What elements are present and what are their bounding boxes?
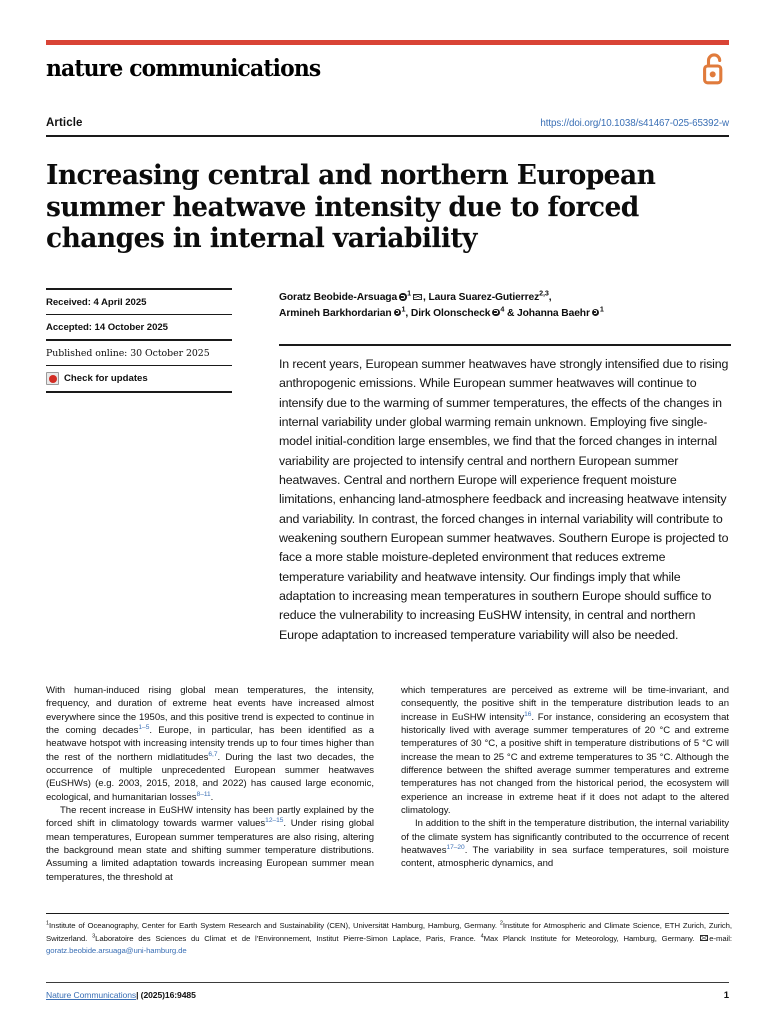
- orcid-icon[interactable]: [394, 309, 402, 317]
- meta-divider: [46, 391, 232, 393]
- citation-ref[interactable]: 8–11: [196, 790, 211, 798]
- paragraph-text: which temperatures are perceived as extreme will be time-invariant, and consequently, the positive shift in the temperature distribution leads to an increase in EuSHW intensity: [401, 685, 729, 723]
- citation-ref[interactable]: 6,7: [208, 750, 218, 758]
- affiliations-block: [46, 920, 732, 958]
- article-metadata: [46, 288, 232, 393]
- affiliation-text: Max Planck Institute for Meteorology, Hamburg, Germany.: [483, 933, 700, 943]
- paragraph-text: . Under rising global mean temperatures, European summer temperatures are also rising, altering the background mean state and shifting summer temperature distributions. Assuming a limited adaptation towards increasing European summer mean temperatures, the threshold at: [46, 818, 374, 883]
- author-name: Goratz Beobide-Arsuaga: [279, 292, 398, 303]
- citation-ref[interactable]: 17–20: [446, 843, 465, 851]
- author-affiliation-marker: 1: [401, 304, 406, 314]
- accepted-date: Accepted: 14 October 2025: [46, 322, 168, 333]
- orcid-icon[interactable]: [399, 293, 407, 301]
- paragraph: [46, 684, 374, 804]
- paragraph: [401, 817, 729, 870]
- body-column-right: [401, 684, 729, 884]
- article-header-row: [46, 117, 729, 129]
- author-affiliation-marker: 2,3: [539, 288, 549, 298]
- author-affiliation-marker: 4: [500, 304, 505, 314]
- check-for-updates-label: Check for updates: [64, 373, 148, 384]
- paragraph-text: The recent increase in EuSHW intensity has been partly explained by the forced shift in climatology towards warmer values: [46, 805, 374, 830]
- email-label: e-mail:: [709, 933, 732, 943]
- body-column-left: [46, 684, 374, 884]
- check-for-updates-button[interactable]: [46, 366, 232, 391]
- citation-ref[interactable]: 16: [524, 710, 532, 718]
- journal-logo: nature communications: [46, 54, 321, 82]
- page-title: Increasing central and northern European summer heatwave intensity due to forced changes in internal variability: [46, 159, 656, 255]
- corresponding-email-link[interactable]: goratz.beobide.arsuaga@uni-hamburg.de: [46, 946, 187, 956]
- affiliation-marker: 4: [480, 933, 484, 940]
- body-columns: [46, 684, 729, 884]
- author-separator: ,: [548, 292, 552, 303]
- header-divider: [46, 135, 729, 137]
- author-list: [279, 290, 731, 321]
- crossmark-icon: [46, 372, 59, 385]
- paragraph-text: In addition to the shift in the temperature distribution, the internal variability of the climate system has significantly contributed to the occurrence of recent heatwaves: [401, 818, 729, 857]
- author-name: , Laura Suarez-Gutierrez: [422, 292, 540, 303]
- affiliation-text: Institute for Atmospheric and Climate Science, ETH Zurich, Zurich, Switzerland.: [46, 921, 732, 943]
- footer-citation: | (2025)16:9485: [136, 990, 196, 1000]
- affiliation-text: Laboratoire des Sciences du Climat et de l’Environnement, Institut Pierre-Simon Laplace, Paris, France.: [95, 933, 481, 943]
- affiliation-marker: 3: [92, 933, 96, 940]
- open-access-unlocked-icon: [699, 49, 729, 87]
- author-name: Armineh Barkhordarian: [279, 307, 392, 319]
- author-affiliation-marker: 1: [599, 304, 604, 314]
- published-date: Published online: 30 October 2025: [46, 347, 210, 359]
- author-name: & Johanna Baehr: [504, 307, 590, 319]
- paragraph-text: With human-induced rising global mean temperatures, the intensity, frequency, and duration of extreme heat events have increased almost everywhere since the 1950s, and this positive trend is expected to continue in the coming decades: [46, 685, 374, 737]
- abstract-divider: [279, 344, 731, 346]
- author-affiliation-marker: 1: [407, 288, 411, 298]
- received-date: Received: 4 April 2025: [46, 296, 147, 308]
- masthead: [46, 40, 729, 82]
- paragraph-text: .: [210, 791, 214, 803]
- footer-journal-link[interactable]: Nature Communications: [46, 990, 137, 1000]
- affiliation-marker: 1: [46, 920, 50, 927]
- citation-ref[interactable]: 12–15: [265, 817, 284, 825]
- paragraph: [401, 684, 729, 817]
- author-name: , Dirk Olonscheck: [405, 307, 491, 319]
- paragraph-text: . For instance, considering an ecosystem that historically lived with average summer temperatures of 20 °C and extreme temperatures of 30 °C, a positive shift in temperature distributions of 5 °C will increase the mean to 25 °C and extreme temperatures to 35 °C. Although the difference between the shifted average summer temperatures and extreme temperatures has not changed from the historical period, the ecosystem will experience an increase in extreme heat if it does not adapt to the altered climatology.: [401, 711, 729, 817]
- affiliation-marker: 2: [499, 920, 503, 927]
- brand-accent-rule: [46, 40, 729, 45]
- email-envelope-icon: [700, 935, 708, 940]
- paragraph: [46, 804, 374, 884]
- orcid-icon[interactable]: [592, 309, 600, 317]
- doi-link[interactable]: https://doi.org/10.1038/s41467-025-65392-w: [540, 118, 729, 129]
- footer-divider: [46, 982, 729, 983]
- page-footer: [46, 990, 729, 1001]
- corresponding-author-envelope-icon[interactable]: [413, 294, 422, 300]
- orcid-icon[interactable]: [492, 309, 500, 317]
- paragraph-text: . Europe, in particular, has been identified as a heatwave hotspot with increasing intensity trends up to four times higher than the rest of the northern midlatitudes: [46, 725, 374, 763]
- affiliation-text: Institute of Oceanography, Center for Earth System Research and Sustainability (CEN), Universität Hamburg, Hamburg, Germany.: [49, 921, 500, 930]
- affiliations-divider: [46, 913, 729, 914]
- paragraph-text: . During the last two decades, the occurrence of multiple unprecedented European summer heatwaves (EuSHWs) (e.g. 2003, 2015, 2018, and 2022) has caused large economic, ecological, and humanitarian losses: [46, 751, 375, 803]
- footer-citation-group: [46, 990, 196, 1000]
- citation-ref[interactable]: 1–5: [138, 723, 150, 731]
- page-number: 1: [723, 990, 729, 1001]
- abstract-text: In recent years, European summer heatwaves have strongly intensified due to rising anthropogenic emissions. While European summer heatwaves will continue to intensify due to the warming of summer temperatures, the effects of the changes in internal variability under global warming remain unknown. Employing five single-model initial-condition large ensembles, we find that the forced changes in internal variability are projected to intensify central and northern European summer heatwaves. Central and northern Europe will experience frequent moisture limitations, enhancing land-atmosphere feedback and increasing heatwave intensity and variability. In contrast, the forced changes in internal variability will contribute to weakening southern European summer heatwaves. Southern Europe is projected to face a more stable moisture-depleted environment that reduces extreme temperature variability and heatwave intensity. Our findings imply that while adaptation to increasing mean temperatures in southern Europe should suffice to reduce the vulnerability to increasing EuSHW intensity, in central and northern Europe adaptation to increased temperature variability will also be needed.: [279, 357, 729, 642]
- paragraph-text: . The variability in sea surface temperatures, soil moisture content, atmospheric dynamics, and: [401, 845, 729, 870]
- article-type-label: Article: [46, 117, 83, 129]
